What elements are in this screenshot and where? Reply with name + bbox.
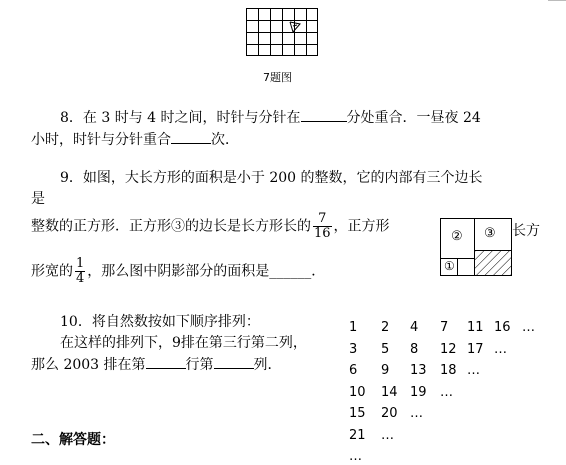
q8-line2: 小时，时针与分针重合 次． xyxy=(31,132,239,148)
q9-line1: 9．如图，大长方形的面积是小于 200 的整数，它的内部有三个边长 xyxy=(60,170,483,186)
grid-cell: 18 xyxy=(440,363,457,378)
q10-line3: 那么 2003 排在第 行第 列． xyxy=(31,357,282,373)
grid-cell: 9 xyxy=(381,363,390,378)
grid-cell: 15 xyxy=(349,406,366,421)
grid-cell: 6 xyxy=(349,363,358,378)
grid-cell: 5 xyxy=(381,341,390,357)
fraction-1-4: $\frac{1}{4}$ xyxy=(76,256,85,286)
grid-cell: 10 xyxy=(349,384,366,400)
q8-line1: 8．在 3 时与 4 时之间，时针与分针在 分处重合．一昼夜 24 xyxy=(60,110,481,126)
grid-cell: 12 xyxy=(440,341,457,357)
grid-cell: 19 xyxy=(410,384,427,400)
grid-cell: 17 xyxy=(467,341,484,357)
shaded-region xyxy=(474,250,511,275)
q9-line4: 形宽的 $\frac{1}{4}$ ，那么图中阴影部分的面积是______． xyxy=(31,256,326,286)
grid-cell: 20 xyxy=(381,406,398,421)
q10-line1: 10．将自然数按如下顺序排列： xyxy=(60,314,260,330)
q8-blank2 xyxy=(171,130,211,144)
figure-7-grid xyxy=(246,8,318,56)
grid-cell: 2 xyxy=(381,320,390,335)
fraction-7-16: $\frac{7}{16}$ xyxy=(314,211,331,241)
q8-blank1 xyxy=(301,108,347,122)
grid-cell: 11 xyxy=(467,320,484,335)
q9-line3-tail: 长方 xyxy=(512,223,540,239)
square-2-label: ② xyxy=(451,229,463,244)
q9-line3: 整数的正方形．正方形③的边长是长方形长的 $\frac{7}{16}$ ，正方形 xyxy=(31,211,390,241)
grid-cell: … xyxy=(381,427,394,443)
grid-cell: 13 xyxy=(410,363,427,378)
q9-line2: 是 xyxy=(31,191,45,207)
grid-cell: … xyxy=(522,320,535,335)
grid-cell: … xyxy=(349,449,362,464)
grid-cell: 7 xyxy=(440,320,449,335)
q10-blank2 xyxy=(214,355,254,369)
grid-cell: 21 xyxy=(349,427,366,443)
grid-cell: … xyxy=(494,341,507,357)
grid-cell: 16 xyxy=(494,320,511,335)
q10-line2: 在这样的排列下，9排在第三行第二列， xyxy=(60,335,307,351)
grid-cell: 4 xyxy=(410,320,419,335)
square-3-label: ③ xyxy=(484,226,496,241)
grid-cell: … xyxy=(410,406,423,421)
grid-cell: 8 xyxy=(410,341,419,357)
figure-7-caption: 7题图 xyxy=(263,71,292,84)
grid-cell: 14 xyxy=(381,384,398,400)
grid-cell: … xyxy=(440,384,453,400)
grid-cell: 3 xyxy=(349,341,358,357)
section-2-title: 二、解答题： xyxy=(31,432,115,448)
q10-blank1 xyxy=(146,355,186,369)
grid-cell: … xyxy=(467,363,480,378)
page-corner-mark xyxy=(548,0,566,1)
grid-cell: 1 xyxy=(349,320,358,335)
square-1-label: ① xyxy=(444,259,455,273)
